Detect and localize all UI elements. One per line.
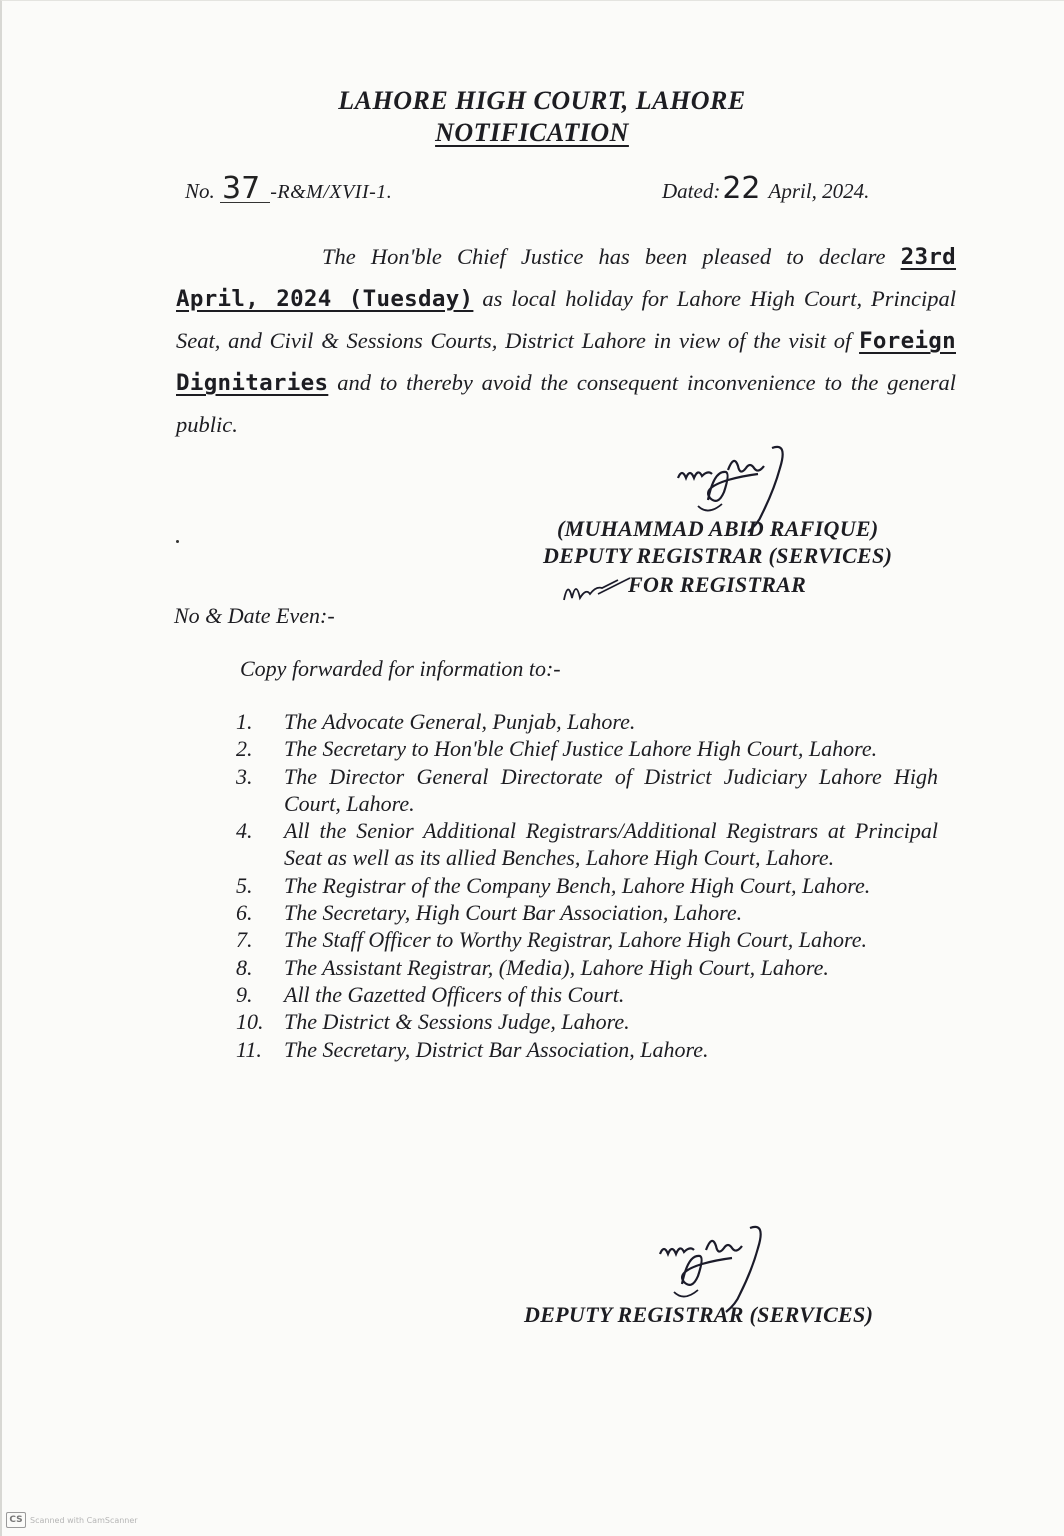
- camscanner-logo-icon: CS: [6, 1512, 26, 1528]
- item-number: 6.: [236, 900, 253, 926]
- item-text: The Secretary, High Court Bar Association, Lahore.: [284, 900, 743, 926]
- item-text: The Secretary, District Bar Association, Lahore.: [284, 1036, 709, 1062]
- item-text: The District & Sessions Judge, Lahore.: [284, 1009, 630, 1035]
- item-number: 3.: [236, 763, 253, 789]
- item-text: The Registrar of the Company Bench, Lahore High Court, Lahore.: [284, 872, 871, 898]
- number-prefix: No.: [185, 179, 215, 203]
- body-part-1: The Hon'ble Chief Justice has been pleased to declare: [322, 244, 886, 269]
- court-title: LAHORE HIGH COURT, LAHORE: [338, 86, 746, 115]
- body-part-3: and to thereby avoid the consequent inconvenience to the general public.: [176, 370, 957, 437]
- item-text: The Director General Directorate of District Judiciary Lahore High Court, Lahore.: [284, 763, 938, 816]
- scan-speck: [176, 540, 179, 543]
- list-item: [228, 1036, 938, 1063]
- item-text: All the Senior Additional Registrars/Additional Registrars at Principal Seat as well as its allied Benches, Lahore High Court, Lahore.: [284, 818, 938, 871]
- item-text: The Assistant Registrar, (Media), Lahore High Court, Lahore.: [284, 954, 829, 980]
- notification-body: [176, 236, 956, 446]
- no-date-even: No & Date Even:-: [174, 603, 335, 628]
- item-number: 5.: [236, 872, 253, 898]
- item-number: 4.: [236, 818, 253, 844]
- holiday-date: 23rd April, 2024 (Tuesday): [176, 244, 957, 312]
- notification-number: [185, 171, 393, 206]
- list-item: [228, 899, 938, 926]
- item-number: 8.: [236, 954, 253, 980]
- item-number: 9.: [236, 981, 253, 1007]
- list-item: [228, 872, 938, 899]
- number-suffix: -R&M/XVII-1.: [270, 181, 393, 203]
- signatory-for-registrar: FOR REGISTRAR: [628, 572, 807, 597]
- list-item: [228, 981, 938, 1008]
- copy-forwarded-intro: Copy forwarded for information to:-: [240, 656, 561, 681]
- scanner-watermark: [6, 1512, 138, 1528]
- item-number: 2.: [236, 736, 253, 762]
- handwritten-day: 22: [722, 171, 761, 206]
- item-text: The Secretary to Hon'ble Chief Justice Lahore High Court, Lahore.: [284, 736, 878, 762]
- distribution-list: [228, 708, 938, 1063]
- item-text: The Advocate General, Punjab, Lahore.: [284, 709, 636, 734]
- item-number: 7.: [236, 927, 253, 953]
- list-item: [228, 763, 938, 818]
- scanner-text: Scanned with CamScanner: [30, 1515, 138, 1525]
- notification-date: [662, 171, 870, 206]
- signatory-designation: DEPUTY REGISTRAR (SERVICES): [543, 543, 893, 568]
- dated-month-year: April, 2024.: [768, 179, 870, 203]
- handwritten-number: 37: [220, 176, 270, 203]
- body-part-2: as local holiday for Lahore High Court, Principal Seat, and Civil & Sessions Courts, District Lahore in view of the visit of: [176, 286, 956, 353]
- list-item: [228, 735, 938, 762]
- visitors: Foreign Dignitaries: [176, 328, 956, 396]
- list-item: [228, 1008, 938, 1035]
- item-text: All the Gazetted Officers of this Court.: [284, 981, 625, 1007]
- dated-label: Dated:: [662, 179, 721, 203]
- item-number: 10.: [236, 1009, 264, 1035]
- document-type-heading: NOTIFICATION: [435, 118, 629, 147]
- item-number: 11.: [236, 1036, 262, 1062]
- list-item: [228, 817, 938, 872]
- item-text: The Staff Officer to Worthy Registrar, Lahore High Court, Lahore.: [284, 927, 868, 953]
- list-item: [228, 954, 938, 981]
- signatory-name: (MUHAMMAD ABID RAFIQUE): [557, 516, 879, 541]
- list-item: [228, 708, 938, 735]
- closing-designation: DEPUTY REGISTRAR (SERVICES): [524, 1302, 874, 1327]
- list-item: [228, 926, 938, 953]
- item-number: 1.: [236, 709, 253, 734]
